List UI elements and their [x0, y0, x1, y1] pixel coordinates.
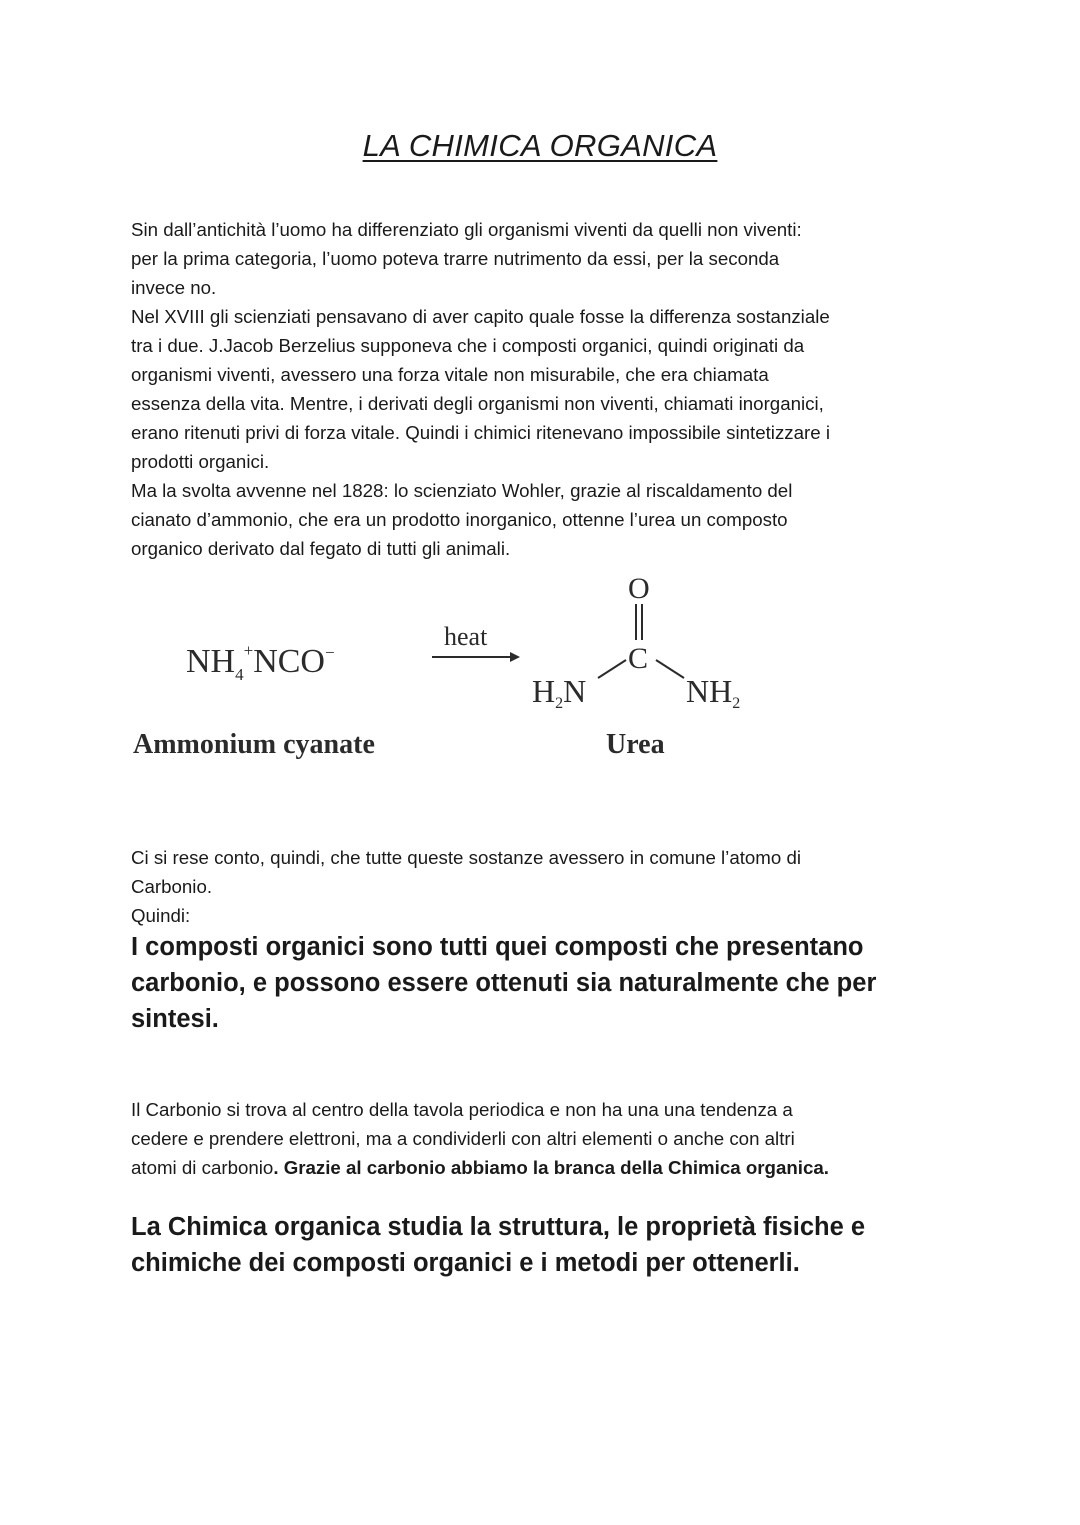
text-line: Sin dall’antichità l’uomo ha differenziato gli organismi viventi da quelli non viventi: — [131, 219, 802, 240]
text-line: organismi viventi, avessero una forza vitale non misurabile, che era chiamata — [131, 364, 769, 385]
bond-c-n-left — [598, 660, 626, 678]
page-title: LA CHIMICA ORGANICA — [362, 128, 718, 163]
text-line: tra i due. J.Jacob Berzelius supponeva che i composti organici, quindi originati da — [131, 335, 805, 356]
bond-c-n-right — [656, 660, 684, 678]
text-line: Il Carbonio si trova al centro della tavola periodica e non ha una una tendenza a — [131, 1099, 793, 1120]
text-line: Ma la svolta avvenne nel 1828: lo scienziato Wohler, grazie al riscaldamento del — [131, 480, 793, 501]
text-line: prodotti organici. — [131, 451, 270, 472]
periodic-table-paragraph — [131, 1095, 951, 1182]
text-bold: . Grazie al carbonio abbiamo la branca della Chimica organica. — [273, 1157, 829, 1178]
text-line: cedere e prendere elettroni, ma a condividerli con altri elementi o anche con altri — [131, 1128, 795, 1149]
amine-left: H2N — [532, 673, 587, 712]
intro-paragraph — [131, 215, 951, 563]
definition-line: I composti organici sono tutti quei composti che presentano — [131, 933, 864, 961]
carbon-atom: C — [628, 642, 649, 675]
text-line: cianato d’ammonio, che era un prodotto inorganico, ottenne l’urea un composto — [131, 509, 788, 530]
amine-right: NH2 — [686, 673, 741, 712]
text-line: per la prima categoria, l’uomo poteva trarre nutrimento da essi, per la seconda — [131, 248, 780, 269]
definition-statement — [131, 929, 951, 1037]
conclusion-statement — [131, 1209, 951, 1281]
text-line: Ci si rese conto, quindi, che tutte queste sostanze avessero in comune l’atomo di — [131, 847, 802, 868]
conclusion-line: chimiche dei composti organici e i metodi per ottenerli. — [131, 1249, 800, 1277]
text-line: Carbonio. — [131, 876, 213, 897]
urea-synthesis-reaction — [120, 560, 820, 800]
reactant-name: Ammonium cyanate — [133, 729, 375, 760]
reaction-arrow-head — [510, 652, 520, 662]
reaction-condition: heat — [444, 622, 488, 651]
conclusion-line: La Chimica organica studia la struttura, le proprietà fisiche e — [131, 1213, 866, 1241]
product-name: Urea — [606, 729, 665, 760]
definition-line: sintesi. — [131, 1005, 219, 1033]
text-line: essenza della vita. Mentre, i derivati degli organismi non viventi, chiamati inorganici, — [131, 393, 824, 414]
text-line: organico derivato dal fegato di tutti gli animali. — [131, 538, 511, 559]
reaction-diagram — [120, 560, 820, 800]
text-line: Nel XVIII gli scienziati pensavano di aver capito quale fosse la differenza sostanziale — [131, 306, 830, 327]
oxygen-atom: O — [628, 572, 650, 605]
reactant-formula: $NH_4^+NCO^-$ — [186, 641, 335, 684]
text-line — [131, 1153, 951, 1182]
definition-line: carbonio, e possono essere ottenuti sia naturalmente che per — [131, 969, 877, 997]
text-line: erano ritenuti privi di forza vitale. Quindi i chimici ritenevano impossibile sintetizzare i — [131, 422, 831, 443]
text-line: Quindi: — [131, 905, 191, 926]
text-line: invece no. — [131, 277, 217, 298]
carbon-paragraph — [131, 843, 951, 930]
text-normal: atomi di carbonio — [131, 1157, 274, 1178]
